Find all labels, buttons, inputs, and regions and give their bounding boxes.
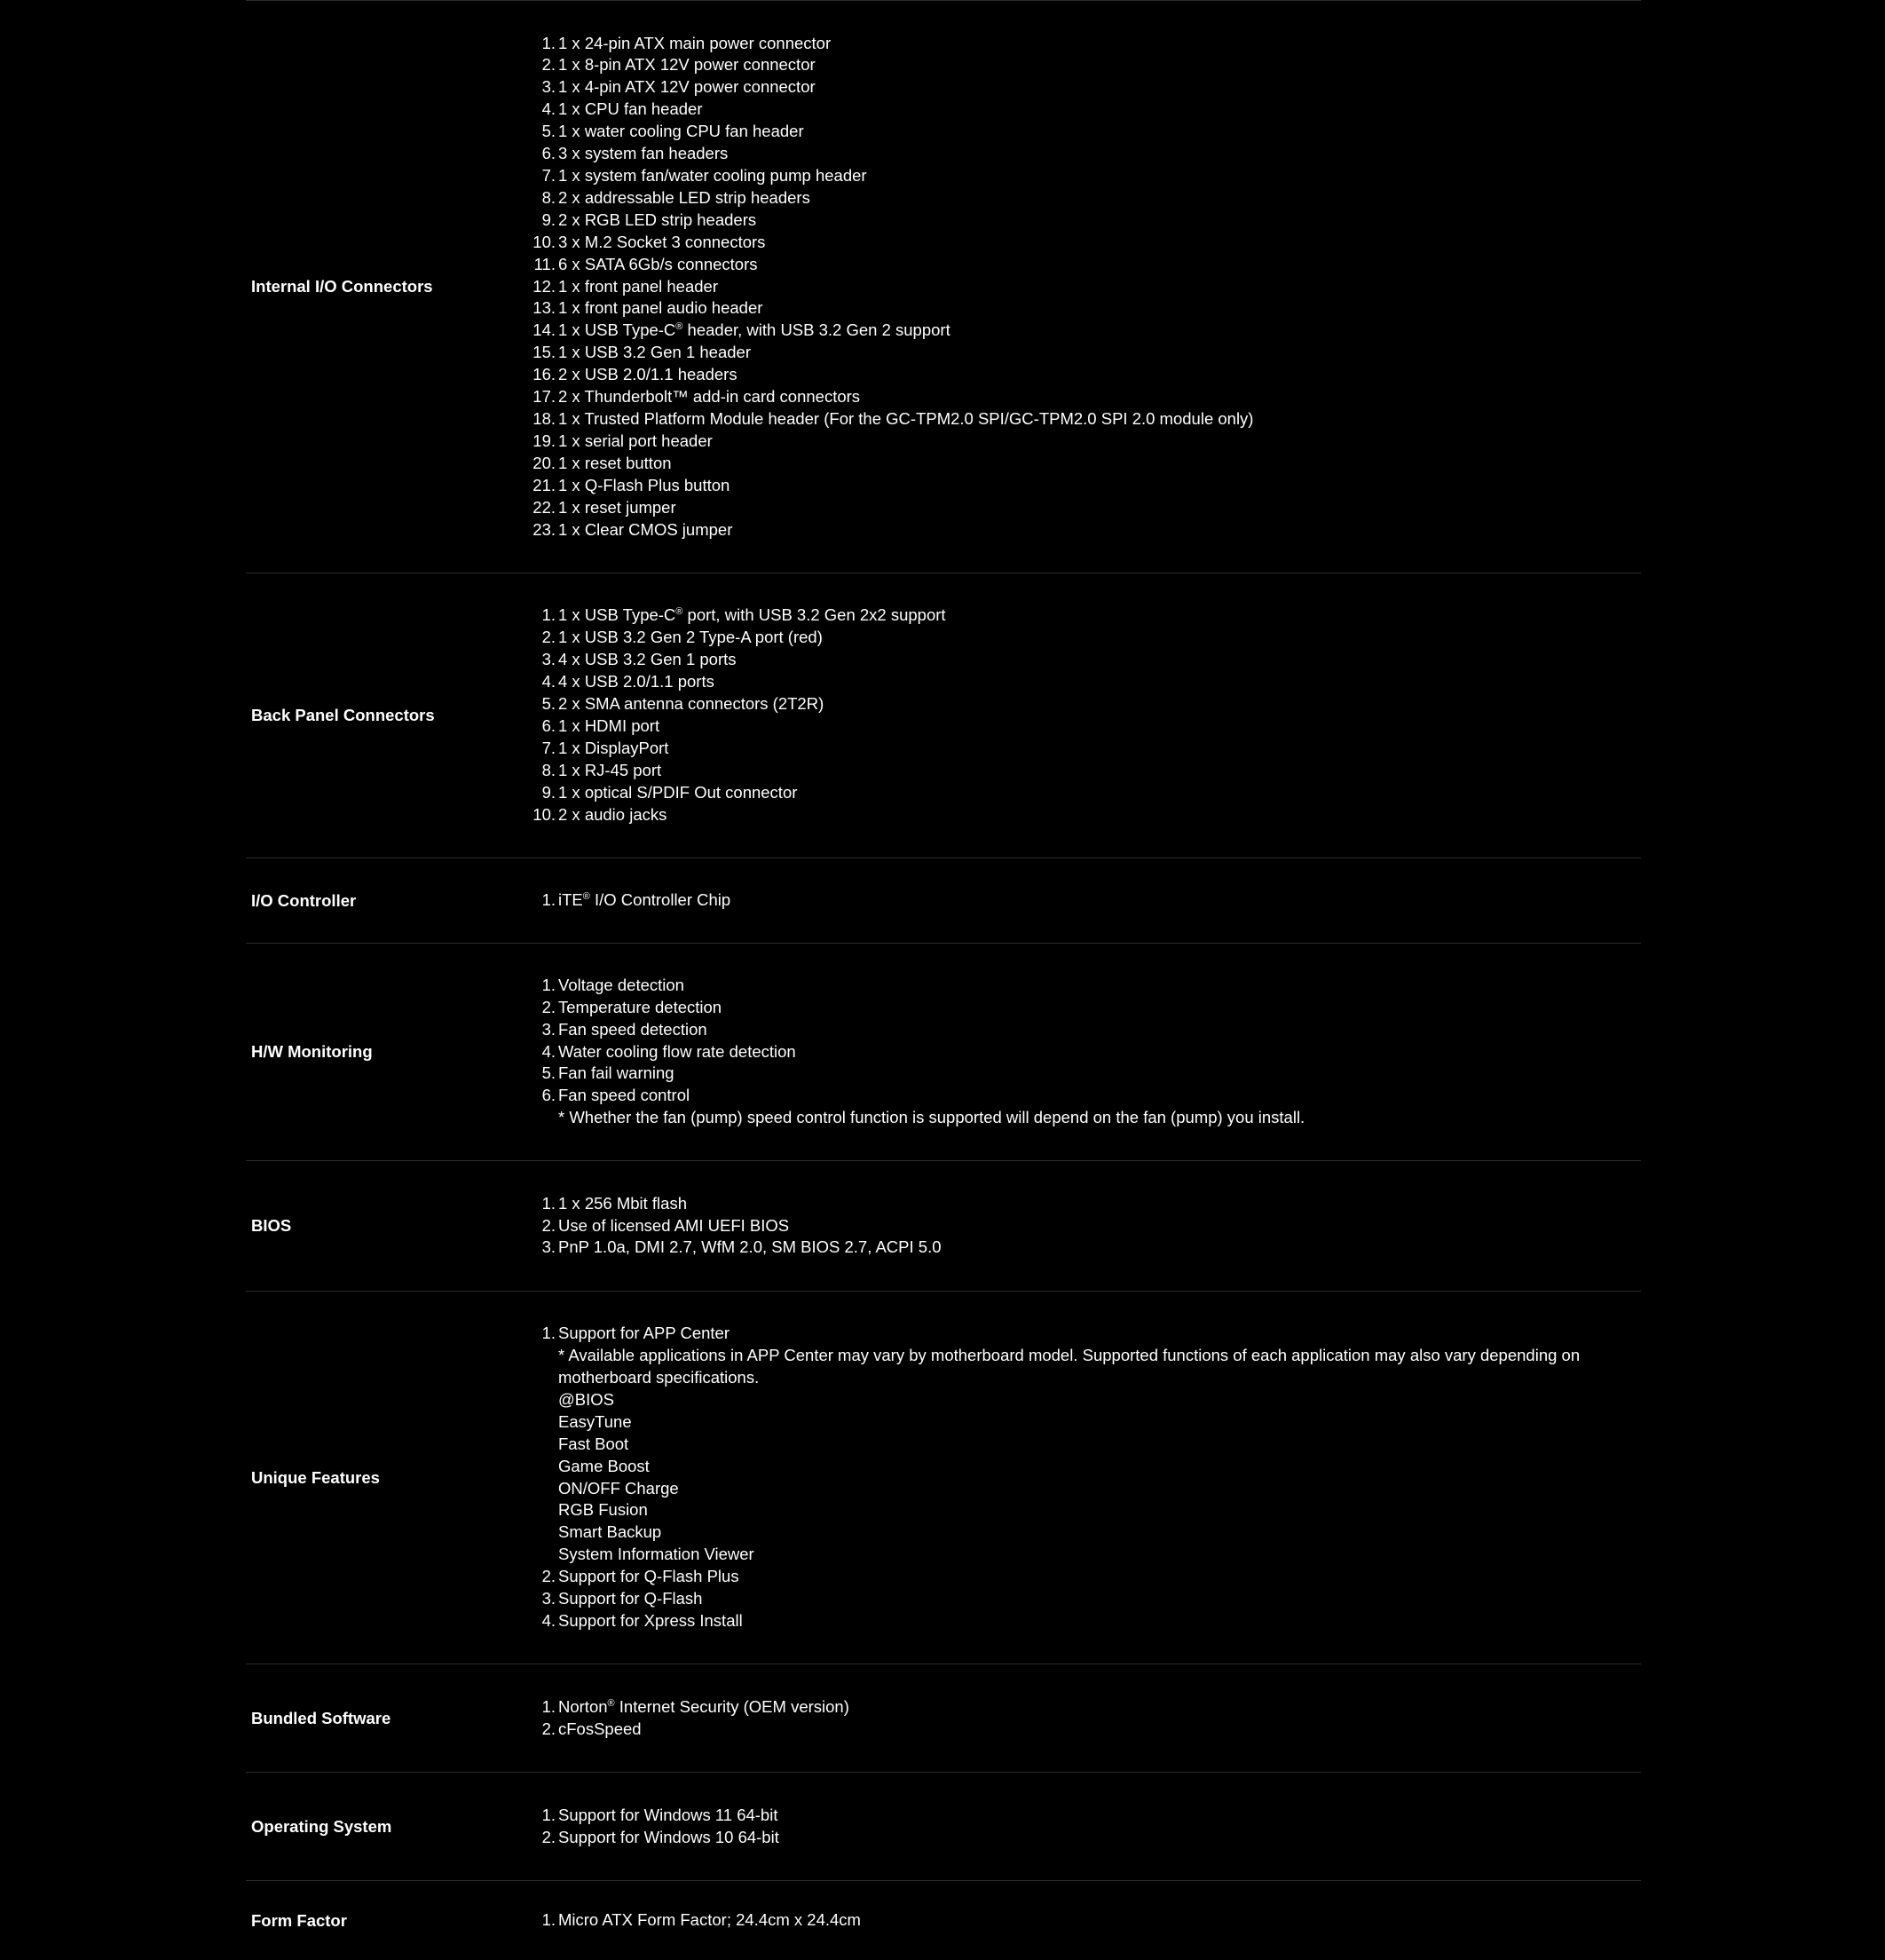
list-text: 3 x M.2 Socket 3 connectors: [558, 232, 766, 251]
spec-list-item: [528, 1805, 1641, 1827]
list-text: 1 x CPU fan header: [558, 99, 703, 119]
spec-list-item: [528, 1696, 1641, 1719]
spec-list-item: [528, 889, 1641, 912]
list-number: 2.: [541, 1827, 556, 1846]
list-text: 1 x reset jumper: [558, 497, 676, 517]
list-text-continued: port, with USB 3.2 Gen 2x2 support: [682, 605, 946, 625]
list-number: 2.: [541, 55, 556, 75]
list-text: 1 x system fan/water cooling pump header: [558, 166, 867, 186]
spec-list-item: [528, 33, 1641, 55]
list-number: 9.: [541, 782, 556, 802]
list-text: Smart Backup: [558, 1522, 662, 1542]
spec-list-item: [528, 975, 1641, 997]
spec-list-item: [528, 54, 1641, 76]
list-text: 1 x water cooling CPU fan header: [558, 122, 804, 141]
spec-row: [246, 858, 1641, 943]
spec-list-item: [528, 232, 1641, 254]
list-text: Temperature detection: [558, 997, 722, 1016]
list-number: 1.: [541, 890, 556, 910]
list-number: 2.: [541, 1719, 556, 1738]
list-number: 20.: [532, 453, 556, 472]
spec-list-item: [528, 1237, 1641, 1259]
spec-row: [246, 1160, 1641, 1291]
spec-list-item: [528, 1367, 1641, 1389]
list-text: 2 x Thunderbolt™ add-in card connectors: [558, 387, 861, 407]
list-text-continued: I/O Controller Chip: [589, 890, 731, 910]
list-text: 3 x system fan headers: [558, 144, 729, 163]
list-number: 12.: [532, 276, 556, 296]
spec-list-item: [528, 1041, 1641, 1063]
list-number: 9.: [541, 209, 556, 229]
list-text: 2 x SMA antenna connectors (2T2R): [558, 694, 824, 714]
list-number: 5.: [541, 1063, 556, 1083]
spec-list-item: [528, 1521, 1641, 1544]
list-text: Support for Q-Flash Plus: [558, 1567, 739, 1586]
list-text: 1 x HDMI port: [558, 716, 660, 735]
spec-list-item: [528, 431, 1641, 453]
list-text: Micro ATX Form Factor; 24.4cm x 24.4cm: [558, 1910, 861, 1930]
list-text: 1 x optical S/PDIF Out connector: [558, 782, 798, 802]
spec-values: [528, 1, 1641, 573]
list-text: Use of licensed AMI UEFI BIOS: [558, 1215, 790, 1235]
spec-list-item: [528, 453, 1641, 475]
spec-list-item: [528, 605, 1641, 627]
spec-row: [246, 943, 1641, 1160]
spec-list-item: [528, 760, 1641, 782]
spec-values: [528, 1881, 1641, 1960]
spec-label: Form Factor: [251, 1910, 347, 1930]
list-text: 2 x RGB LED strip headers: [558, 209, 757, 229]
list-text: 4 x USB 3.2 Gen 1 ports: [558, 650, 737, 669]
spec-values: [528, 858, 1641, 943]
spec-list-item: [528, 254, 1641, 276]
list-text: 1 x serial port header: [558, 431, 713, 450]
list-text: 1 x 8-pin ATX 12V power connector: [558, 55, 816, 75]
spec-list-item: [528, 1478, 1641, 1500]
spec-list-item: [528, 1827, 1641, 1849]
list-text: 1 x Q-Flash Plus button: [558, 475, 730, 494]
list-number: 7.: [541, 738, 556, 757]
spec-list-item: [528, 1909, 1641, 1932]
list-text: 1 x Clear CMOS jumper: [558, 519, 733, 539]
registered-mark: ®: [675, 606, 683, 618]
list-number: 1.: [541, 975, 556, 994]
list-text: Support for APP Center: [558, 1324, 730, 1343]
spec-values: [528, 573, 1641, 858]
list-number: 1.: [541, 1324, 556, 1343]
list-number: 4.: [541, 672, 556, 692]
spec-list-item: [528, 497, 1641, 519]
list-number: 2.: [541, 1215, 556, 1235]
spec-list-item: [528, 1107, 1641, 1129]
list-number: 2.: [541, 1567, 556, 1586]
list-number: 11.: [533, 254, 556, 273]
spec-list-item: [528, 804, 1641, 826]
list-text: 2 x audio jacks: [558, 804, 667, 824]
spec-list-item: [528, 276, 1641, 298]
list-text: 1 x USB Type-C: [558, 605, 676, 625]
list-number: 5.: [541, 694, 556, 714]
spec-list-item: [528, 1193, 1641, 1215]
list-text: 1 x USB 3.2 Gen 2 Type-A port (red): [558, 628, 823, 647]
registered-mark: ®: [607, 1697, 615, 1709]
spec-list-item: [528, 475, 1641, 497]
spec-list-item: [528, 364, 1641, 386]
list-text: ON/OFF Charge: [558, 1478, 679, 1498]
spec-list-item: [528, 519, 1641, 541]
list-number: 4.: [541, 99, 556, 119]
spec-list-item: [528, 693, 1641, 715]
spec-list-item: [528, 1345, 1641, 1367]
spec-values: [528, 1292, 1641, 1664]
list-number: 23.: [532, 519, 556, 539]
list-number: 3.: [541, 1019, 556, 1039]
list-text: 1 x USB 3.2 Gen 1 header: [558, 343, 751, 362]
list-text: motherboard specifications.: [558, 1367, 760, 1387]
list-text: EasyTune: [558, 1411, 632, 1431]
spec-list-item: [528, 209, 1641, 232]
list-text: * Whether the fan (pump) speed control function is supported will depend on the fan (pump) you install.: [558, 1108, 1305, 1127]
spec-values: [528, 944, 1641, 1160]
spec-list-item: [528, 1566, 1641, 1588]
list-number: 18.: [532, 408, 556, 428]
spec-row: [246, 1880, 1641, 1960]
spec-label: Back Panel Connectors: [251, 706, 435, 724]
spec-list-item: [528, 342, 1641, 364]
spec-list-item: [528, 1063, 1641, 1085]
list-text: System Information Viewer: [558, 1545, 754, 1564]
spec-list-item: [528, 1323, 1641, 1345]
spec-list-item: [528, 738, 1641, 760]
list-text: cFosSpeed: [558, 1719, 642, 1738]
spec-list-item: [528, 997, 1641, 1019]
list-number: 22.: [532, 497, 556, 517]
spec-list-item: [528, 782, 1641, 804]
list-text: 6 x SATA 6Gb/s connectors: [558, 254, 758, 273]
list-number: 1.: [541, 1696, 556, 1716]
list-number: 13.: [532, 298, 556, 318]
list-text: Fan speed detection: [558, 1019, 707, 1039]
list-text: 4 x USB 2.0/1.1 ports: [558, 672, 714, 692]
spec-list-item: [528, 1085, 1641, 1107]
spec-values: [528, 1664, 1641, 1772]
list-number: 3.: [541, 1589, 556, 1608]
list-number: 4.: [541, 1610, 556, 1630]
spec-list-item: [528, 1434, 1641, 1456]
list-text: 1 x 4-pin ATX 12V power connector: [558, 77, 816, 97]
list-text: Fast Boot: [558, 1434, 629, 1453]
list-number: 10.: [532, 232, 556, 251]
list-number: 2.: [541, 628, 556, 647]
list-number: 21.: [532, 475, 556, 494]
spec-label: Unique Features: [251, 1467, 380, 1487]
spec-list-item: [528, 143, 1641, 165]
spec-list-item: [528, 1019, 1641, 1041]
spec-list-item: [528, 649, 1641, 671]
list-number: 4.: [541, 1041, 556, 1061]
spec-values: [528, 1773, 1641, 1880]
list-number: 8.: [541, 760, 556, 779]
spec-table: [246, 0, 1641, 1960]
spec-list-item: [528, 165, 1641, 187]
list-text: Support for Windows 11 64-bit: [558, 1805, 778, 1824]
spec-list-item: [528, 1544, 1641, 1566]
spec-row: [246, 573, 1641, 858]
spec-row: [246, 1772, 1641, 1880]
spec-label: Operating System: [251, 1816, 392, 1836]
spec-list-item: [528, 1456, 1641, 1478]
spec-label: BIOS: [251, 1216, 292, 1235]
spec-values: [528, 1161, 1641, 1291]
spec-list-item: [528, 671, 1641, 693]
spec-label: H/W Monitoring: [251, 1042, 373, 1061]
spec-list-item: [528, 76, 1641, 99]
spec-label: Internal I/O Connectors: [251, 277, 433, 296]
spec-list-item: [528, 297, 1641, 320]
list-text: Voltage detection: [558, 975, 684, 994]
list-text: Support for Xpress Install: [558, 1610, 743, 1630]
list-number: 1.: [541, 33, 556, 52]
list-number: 19.: [532, 431, 556, 450]
list-text-continued: Internet Security (OEM version): [614, 1696, 849, 1716]
spec-list-item: [528, 1719, 1641, 1741]
list-number: 15.: [532, 343, 556, 362]
list-text: Norton: [558, 1696, 608, 1716]
list-number: 3.: [541, 1237, 556, 1257]
list-text: Game Boost: [558, 1456, 650, 1475]
list-number: 7.: [541, 166, 556, 186]
list-text: 1 x 24-pin ATX main power connector: [558, 33, 832, 52]
list-text: PnP 1.0a, DMI 2.7, WfM 2.0, SM BIOS 2.7, ACPI 5.0: [558, 1237, 942, 1257]
list-text: 1 x front panel audio header: [558, 298, 763, 318]
spec-list-item: [528, 386, 1641, 408]
list-number: 14.: [532, 320, 556, 340]
spec-list-item: [528, 1588, 1641, 1610]
spec-list-item: [528, 121, 1641, 143]
spec-list-item: [528, 320, 1641, 342]
list-number: 6.: [541, 144, 556, 163]
registered-mark: ®: [675, 321, 683, 333]
list-number: 1.: [541, 1193, 556, 1213]
list-number: 2.: [541, 997, 556, 1016]
list-text: 2 x addressable LED strip headers: [558, 187, 810, 207]
spec-list-item: [528, 1215, 1641, 1237]
list-text: Water cooling flow rate detection: [558, 1041, 796, 1061]
list-text: Fan fail warning: [558, 1063, 674, 1083]
spec-list-item: [528, 99, 1641, 121]
list-number: 17.: [532, 387, 556, 407]
list-text: 1 x RJ-45 port: [558, 760, 662, 779]
list-number: 6.: [541, 1086, 556, 1105]
spec-label: I/O Controller: [251, 890, 357, 910]
spec-label: Bundled Software: [251, 1708, 391, 1727]
registered-mark: ®: [582, 891, 590, 903]
spec-list-item: [528, 187, 1641, 209]
spec-list-item: [528, 627, 1641, 649]
list-number: 1.: [541, 1805, 556, 1824]
list-text: 1 x reset button: [558, 453, 672, 472]
list-number: 5.: [541, 122, 556, 141]
list-text: Support for Q-Flash: [558, 1589, 703, 1608]
spec-list-item: [528, 408, 1641, 431]
spec-row: [246, 1664, 1641, 1772]
list-number: 1.: [541, 605, 556, 625]
spec-list-item: [528, 1411, 1641, 1434]
list-number: 1.: [541, 1910, 556, 1930]
spec-list-item: [528, 715, 1641, 738]
list-text: 1 x DisplayPort: [558, 738, 669, 757]
list-text: 1 x Trusted Platform Module header (For the GC-TPM2.0 SPI/GC-TPM2.0 SPI 2.0 module only): [558, 408, 1254, 428]
list-text: * Available applications in APP Center may vary by motherboard model. Supported functions of each application may also vary depending on: [558, 1346, 1581, 1365]
list-text: 2 x USB 2.0/1.1 headers: [558, 365, 737, 384]
list-text: 1 x 256 Mbit flash: [558, 1193, 687, 1213]
list-number: 10.: [532, 804, 556, 824]
list-number: 6.: [541, 716, 556, 735]
list-number: 3.: [541, 650, 556, 669]
spec-list-item: [528, 1389, 1641, 1411]
spec-row: [246, 1291, 1641, 1664]
list-text: 1 x USB Type-C: [558, 320, 676, 340]
list-number: 16.: [532, 365, 556, 384]
list-text: Support for Windows 10 64-bit: [558, 1827, 779, 1846]
list-text: iTE: [558, 890, 583, 910]
list-number: 8.: [541, 187, 556, 207]
list-text-continued: header, with USB 3.2 Gen 2 support: [682, 320, 950, 340]
list-text: 1 x front panel header: [558, 276, 718, 296]
spec-list-item: [528, 1610, 1641, 1632]
spec-list-item: [528, 1499, 1641, 1521]
list-text: Fan speed control: [558, 1086, 690, 1105]
list-text: @BIOS: [558, 1389, 614, 1409]
list-text: RGB Fusion: [558, 1500, 648, 1520]
list-number: 3.: [541, 77, 556, 97]
spec-row: [246, 0, 1641, 573]
